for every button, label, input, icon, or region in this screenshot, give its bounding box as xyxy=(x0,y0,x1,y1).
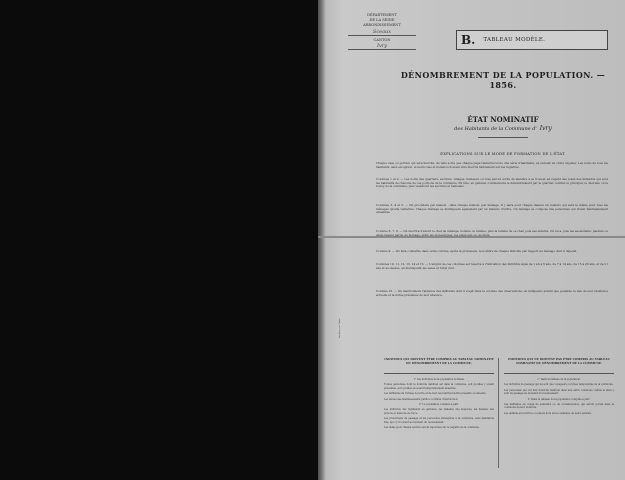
document-title: DÉNOMBREMENT DE LA POPULATION. — 1856. xyxy=(400,70,606,90)
census-sheet xyxy=(318,0,625,480)
archive-stamp: Archives de Paris xyxy=(338,318,341,338)
canton-handwritten: Ivry xyxy=(348,44,416,50)
tableau-letter: B. xyxy=(461,33,476,47)
department-name: DE LA SEINE xyxy=(369,18,395,23)
paragraph-columns-3-5: Colonnes 3, 4 et 5. — On procédera par maison ; dans chaque maison, par ménage. Il y aura pour chaque maison un numéro qui sera le même pour tous les ménages qu'elle renferme. Chaque ménage se distinguera également par un numéro d'ordre. Un ménage se compose des personnes qui vivent habituellement ensemble. xyxy=(376,203,608,215)
paragraph-columns-10-15: Colonnes 10, 11, 12, 13, 14 et 15. — L'emploi de ces colonnes est réservé à l'indication des individus âgés de 1 an à 6 ans, de 7 à 14 ans, de 15 à 20 ans, et de 21 ans et au-dessus, en distinguant les sexes et l'état civil. xyxy=(376,262,608,270)
title-divider xyxy=(478,137,528,138)
canton-label: CANTON xyxy=(373,37,391,42)
tableau-label: TABLEAU MODÈLE. xyxy=(483,37,546,43)
excluded-item: Les individus de passage qui ne sont que voyageurs ou hôtes temporaires de la commune. xyxy=(504,383,614,387)
included-item: Les individus des régiments en garnison, les malades des hospices, les détenus des prisons et maisons de force. xyxy=(384,408,494,415)
included-item: Toutes personnes dont le domicile habituel est dans la commune, soit qu'elles y soient présentes, soit qu'elles en soient temporairement absentes. xyxy=(384,383,494,390)
excluded-column xyxy=(504,377,614,417)
paragraph-column-16: Colonne 16. — On mentionnera l'absence des individus dont il s'agit dans la colonne des observations, en indiquant, autant que possible, le lieu de leur résidence actuelle et la durée présumée de leur absence. xyxy=(376,289,608,297)
column-separator xyxy=(498,358,499,468)
included-column xyxy=(384,377,494,431)
paragraph-intro: Chaque case ou portion qui sera inscrite, de telle sorte que chaque page renferme toute une série d'habitants, en suivant un ordre régulier. Les noms de tous les habitants, sans exception, et leurs rues et numéros doivent être inscrits lisiblement sur les registres. xyxy=(376,161,608,169)
arrondissement-handwritten: Sceaux xyxy=(348,30,416,36)
paragraph-column-9: Colonne 9. — On fera connaître dans cette colonne, après la profession, le nombre de chaque individu par rapport au ménage dont il dépend. xyxy=(376,249,578,253)
excluded-item: Les personnes qui ont leur domicile habituel dans une autre commune, même si elles y sont de passage au moment du recensement. xyxy=(504,388,614,396)
document-subtitle: ÉTAT NOMINATIF xyxy=(467,115,539,124)
included-subsection: 2° La population comptée à part. xyxy=(418,403,460,407)
department-label: DÉPARTEMENT xyxy=(367,13,397,17)
included-item: Les prisonniers de passage et les personnes étrangères à la commune, sans habitation fixe, qui s'y trouvent au moment du recensement. xyxy=(384,417,494,424)
page-gutter-shadow xyxy=(318,0,326,480)
included-footer: Les listes pour chaque section seront reportées sur le registre de la commune. xyxy=(384,426,480,430)
included-intro: 1° Les individus de la population normale. xyxy=(413,378,465,381)
arrondissement-label: ARRONDISSEMENT xyxy=(363,23,401,28)
included-column-rule xyxy=(384,373,494,374)
excluded-column-rule xyxy=(504,373,614,374)
commune-handwritten: Ivry xyxy=(539,125,552,132)
included-item: Les militaires de l'armée de terre et de mer, les marins inscrits présents ou absents. xyxy=(384,392,487,396)
paragraph-columns-1-2: Colonnes 1 et 2. — Les noms des quartiers, sections, villages, hameaux ou rues seront écrits de manière à se trouver en regard des noms des individus qui sont les habitants de chacune de ces portions de la commune. En tête, en général, commencera le dénombrement par le quartier central ou principal, le chef-lieu ou le bourg de la commune, puis viendront les sections et hameaux. xyxy=(376,177,608,189)
excluded-item: Les militaires en congé de semestre ou de convalescence, qui seront portés dans la commune de leur domicile. xyxy=(504,403,614,410)
explanations-heading: EXPLICATIONS SUR LE MODE DE FORMATION DE L'ÉTAT. xyxy=(440,152,566,156)
included-item: Les élèves des établissements publics ou libres d'instruction. xyxy=(384,397,459,401)
included-column-heading: INDIVIDUS QUI DOIVENT ÊTRE COMPRIS AU TABLEAU NOMINATIF DU DÉNOMBREMENT DE LA COMMUNE. xyxy=(384,357,494,365)
excluded-column-heading: INDIVIDUS QUI NE DOIVENT PAS ÊTRE COMPRIS AU TABLEAU NOMINATIF DU DÉNOMBREMENT DE LA COMMUNE. xyxy=(508,357,610,365)
excluded-subsection: 2° Dans le tableau de la population comptée à part. xyxy=(527,397,591,401)
paragraph-columns-6-8: Colonne 6, 7, 8. — On inscrira d'abord le chef de ménage, homme ou femme, puis la femme de ce chef, puis ses enfants, s'il en a, puis les ascendants, parents ou alliés faisant partie du ménage, enfin les domestiques, les employés ou ouvriers. xyxy=(376,229,608,237)
commune-line xyxy=(398,125,608,132)
commune-label: des Habitants de la Commune d' xyxy=(454,126,537,132)
excluded-item: Les enfants en nourrice ou placés hors de la commune de leurs parents. xyxy=(504,411,592,415)
department-block xyxy=(348,13,416,52)
tableau-modele-box xyxy=(456,30,608,50)
excluded-intro: 1° Dans le tableau de la population. xyxy=(537,378,581,381)
